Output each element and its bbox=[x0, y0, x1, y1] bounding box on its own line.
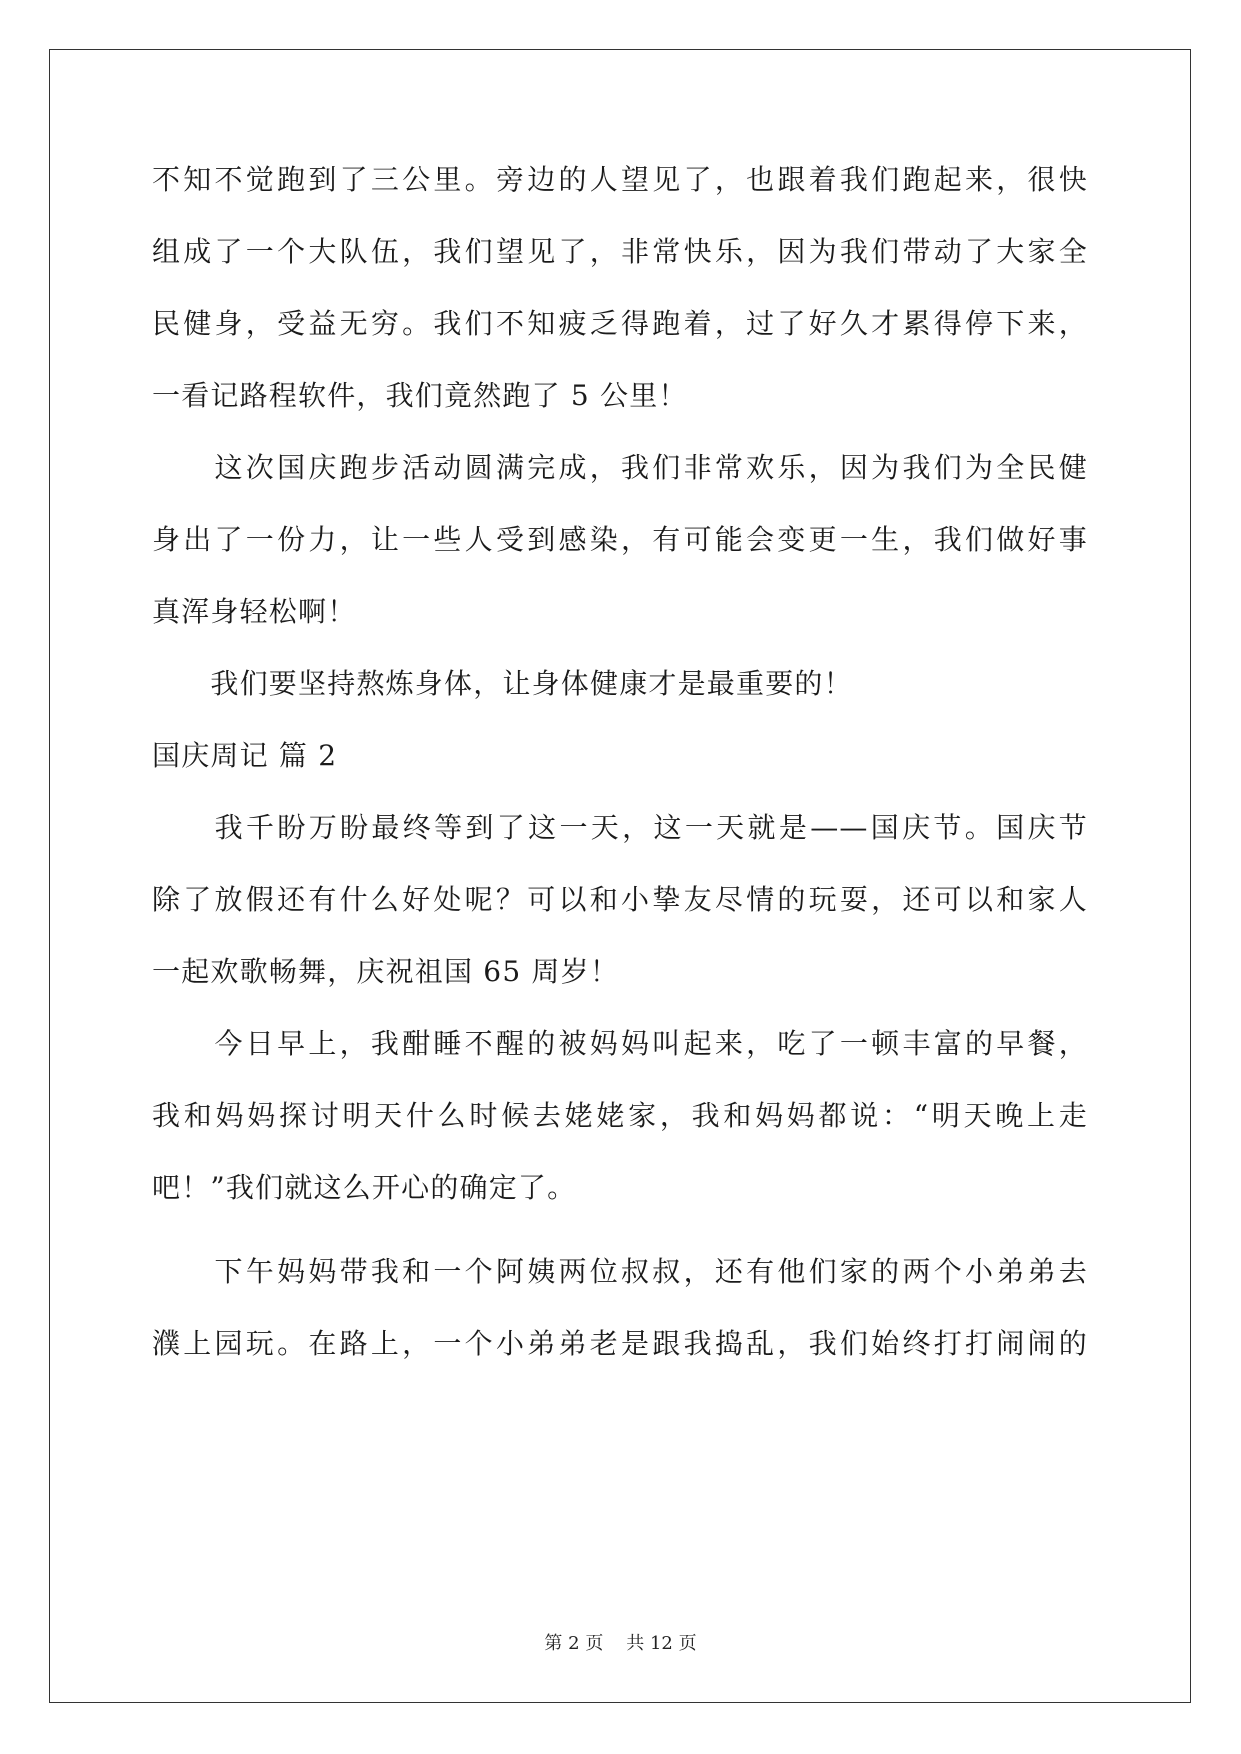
page-number: 第 2 页 bbox=[544, 1633, 604, 1654]
text-line: 民健身，受益无穷。我们不知疲乏得跑着，过了好久才累得停下来， bbox=[152, 307, 1088, 340]
text-line: 今日早上，我酣睡不醒的被妈妈叫起来，吃了一顿丰富的早餐， bbox=[152, 1027, 1088, 1060]
page-border bbox=[49, 49, 1191, 1703]
text-line: 这次国庆跑步活动圆满完成，我们非常欢乐，因为我们为全民健 bbox=[152, 451, 1088, 484]
text-line: 不知不觉跑到了三公里。旁边的人望见了，也跟着我们跑起来，很快 bbox=[152, 163, 1088, 196]
page-total: 共 12 页 bbox=[626, 1633, 697, 1654]
page-footer bbox=[0, 1632, 1241, 1656]
text-line: 除了放假还有什么好处呢？可以和小挚友尽情的玩耍，还可以和家人 bbox=[152, 883, 1088, 916]
text-line: 一看记路程软件，我们竟然跑了 5 公里！ bbox=[152, 379, 688, 412]
text-line: 我千盼万盼最终等到了这一天，这一天就是——国庆节。国庆节 bbox=[152, 811, 1088, 844]
text-line: 我们要坚持熬炼身体，让身体健康才是最重要的！ bbox=[152, 667, 853, 700]
section-heading: 国庆周记 篇 2 bbox=[152, 739, 338, 772]
text-line: 我和妈妈探讨明天什么时候去姥姥家，我和妈妈都说：“明天晚上走 bbox=[152, 1099, 1088, 1132]
text-line: 身出了一份力，让一些人受到感染，有可能会变更一生，我们做好事 bbox=[152, 523, 1088, 556]
text-line: 下午妈妈带我和一个阿姨两位叔叔，还有他们家的两个小弟弟去 bbox=[152, 1255, 1088, 1288]
text-line: 真浑身轻松啊！ bbox=[152, 595, 357, 628]
text-line: 吧！”我们就这么开心的确定了。 bbox=[152, 1171, 577, 1204]
text-line: 一起欢歌畅舞，庆祝祖国 65 周岁！ bbox=[152, 955, 620, 988]
text-line: 组成了一个大队伍，我们望见了，非常快乐，因为我们带动了大家全 bbox=[152, 235, 1088, 268]
text-line: 濮上园玩。在路上，一个小弟弟老是跟我捣乱，我们始终打打闹闹的 bbox=[152, 1327, 1088, 1360]
